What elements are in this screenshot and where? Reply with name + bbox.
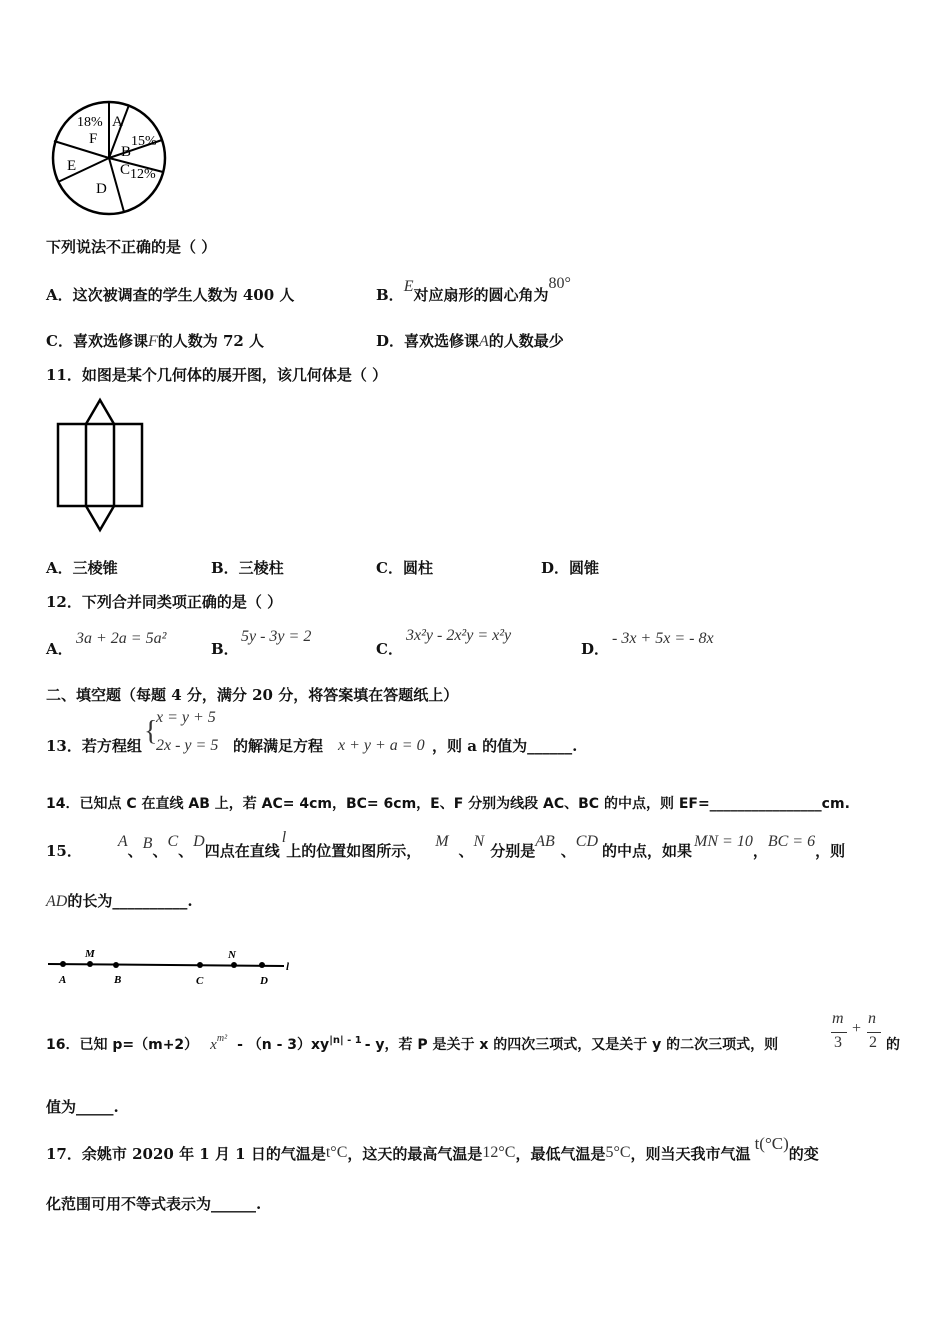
q10-stem: 下列说法不正确的是（ ） [46,238,217,256]
line-label: B [114,974,122,986]
q16-frac2-den: 2 [869,1034,877,1051]
q13-eq1: x = y + 5 [156,709,216,726]
q13-eq2: 2x - y = 5 [156,737,219,754]
q12-option-b-label: B． [211,640,239,658]
pie-chart-figure [44,100,172,218]
line-label: D [260,975,268,987]
pie-label: F [89,131,98,147]
q11-option-b: B．三棱柱 [211,559,284,577]
line-points-figure [46,945,296,989]
pie-label: D [96,181,107,197]
q13-tail: ，则 a 的值为______. [432,737,578,755]
q13-brace: { [144,716,158,747]
q12-option-a-label: A． [46,640,73,658]
prism-net-figure [52,396,148,536]
pie-label: A [112,114,123,130]
q16-frac1-num: m [832,1010,844,1027]
q17-line2: 化范围可用不等式表示为______. [46,1195,262,1213]
pie-label: E [67,158,77,174]
q12-stem: 12．下列合并同类项正确的是（ ） [46,593,283,611]
line-label: C [196,975,204,987]
q15-line1: 15．A、B、C、D四点在直线l上的位置如图所示，M、N分别是AB、CD的中点，如果MN = 10，BC = 6，则 [46,829,846,860]
pie-label: 12% [130,167,156,182]
line-label: M [85,948,95,960]
pie-label: 18% [77,115,103,130]
q16-frac1-bar [831,1032,847,1033]
q13-eq3: x + y + a = 0 [338,737,425,754]
q16-frac1-den: 3 [834,1034,842,1051]
q16-frac2-bar [867,1032,881,1033]
q13-mid: 的解满足方程 [233,737,324,755]
q10-option-b: B．E对应扇形的圆心角为80° [376,275,571,304]
q12-option-b-expr: 5y - 3y = 2 [241,628,312,645]
q15-line2: AD的长为__________. [46,892,193,910]
q10-option-a: A．这次被调查的学生人数为 400 人 [46,286,295,304]
q16-plus: + [852,1020,862,1037]
pie-label: 15% [131,134,157,149]
q12-option-d-expr: - 3x + 5x = - 8x [612,630,714,647]
q12-option-c-label: C． [376,640,403,658]
q12-option-d-label: D． [581,640,610,658]
q10-option-d: D．喜欢选修课A的人数最少 [376,332,564,350]
line-label: N [228,949,236,961]
q11-stem: 11．如图是某个几何体的展开图，该几何体是（ ） [46,366,388,384]
q14-text: 14．已知点 C 在直线 AB 上，若 AC= 4cm，BC= 6cm，E、F 分别为线段 AC、BC 的中点，则 EF=________________cm. [46,796,850,812]
pie-label: C [120,162,131,178]
q13-prefix: 13．若方程组 [46,737,142,755]
q11-option-a: A．三棱锥 [46,559,118,577]
q16-tail: 的 [886,1037,900,1053]
q11-option-c: C．圆柱 [376,559,433,577]
q16-line1: 16．已知 p=（m+2） $x^{m^2} - (n - 3)xy^{|n| - 1}$ - y，若 P 是关于 x 的四次三项式，又是关于 y 的二次三项式，则 [46,1033,779,1053]
q12-option-a-expr: 3a + 2a = 5a² [76,630,167,647]
pie-label: B [121,144,132,160]
q11-option-d: D．圆锥 [541,559,600,577]
section-heading: 二、填空题（每题 4 分，满分 20 分，将答案填在答题纸上） [46,686,459,704]
q16-line2: 值为_____. [46,1098,119,1116]
q17-line1: 17．余姚市 2020 年 1 月 1 日的气温是t°C，这天的最高气温是12°C，最低气温是5°C，则当天我市气温t(°C)的变 [46,1134,819,1163]
q12-option-c-expr: 3x²y - 2x²y = x²y [406,627,512,644]
q16-frac2-num: n [868,1010,876,1027]
line-label: A [59,974,67,986]
q10-option-c: C．喜欢选修课F的人数为 72 人 [46,332,265,350]
line-label: l [286,961,290,973]
